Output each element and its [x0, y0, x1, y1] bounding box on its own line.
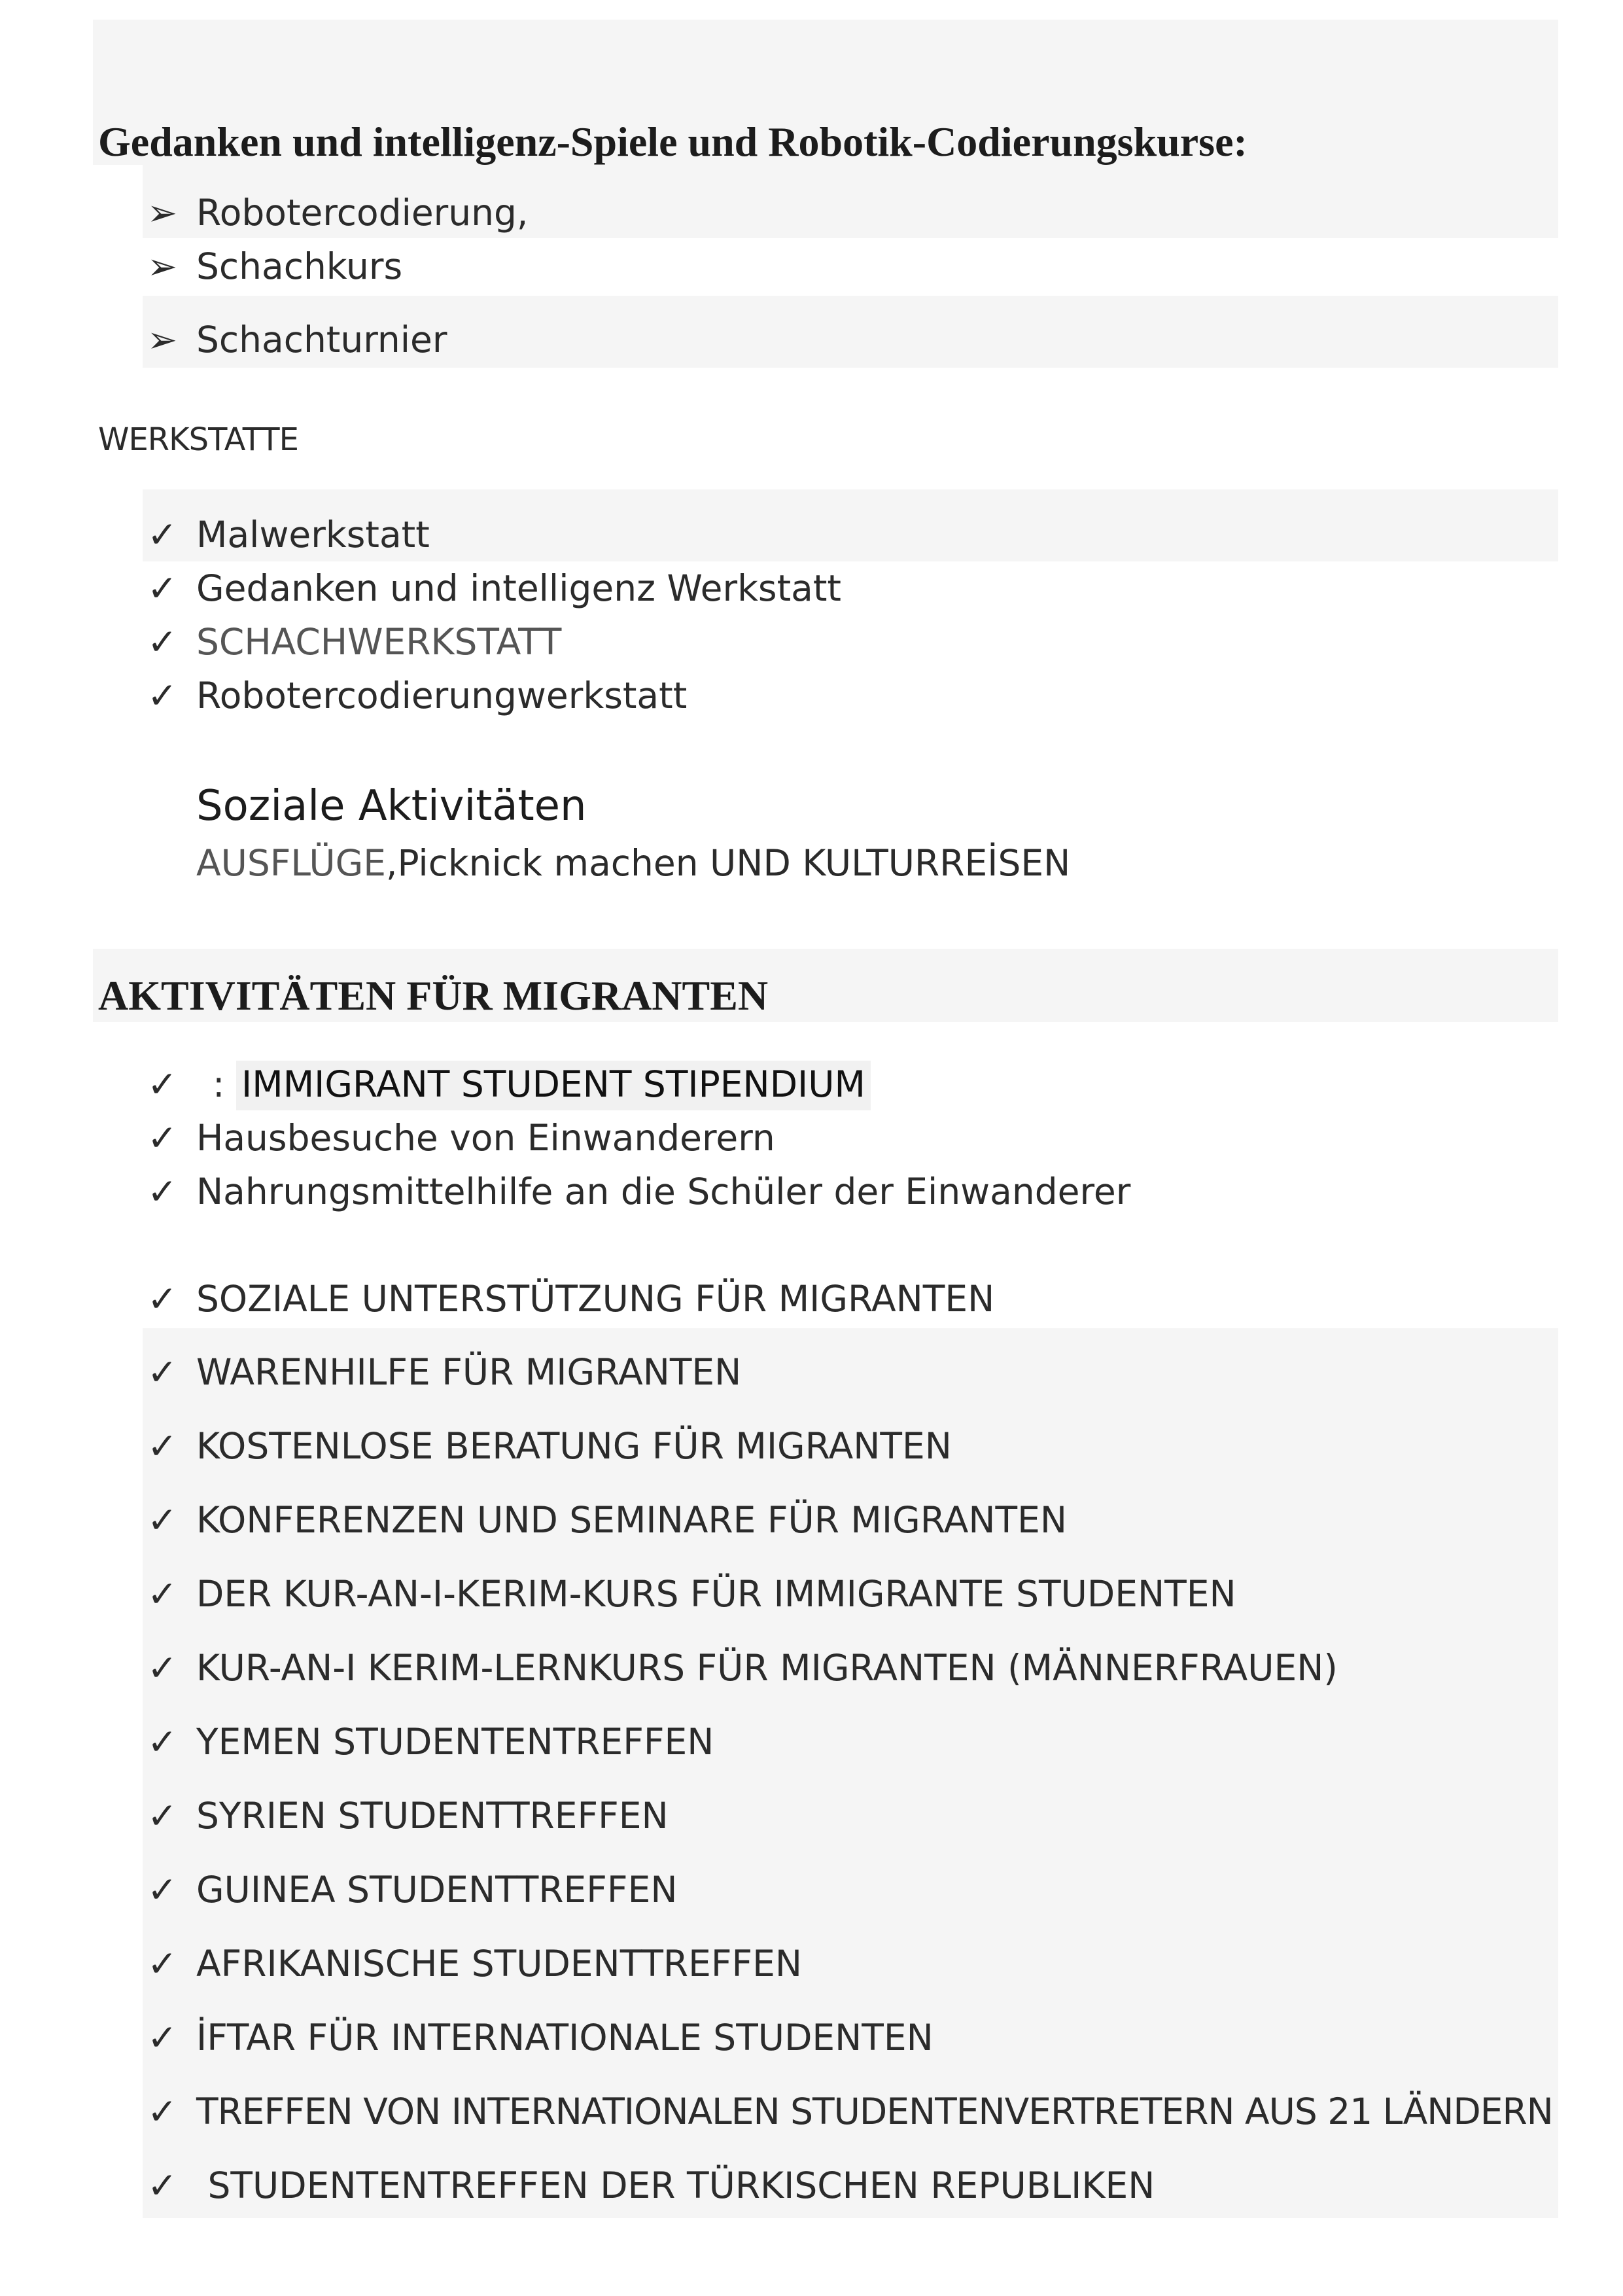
check-mark-icon: ✓	[147, 1943, 178, 1985]
section-heading: Gedanken und intelligenz-Spiele und Robotik-Codierungskurse:	[98, 118, 1248, 165]
check-mark-icon: ✓	[147, 1499, 178, 1541]
check-mark-icon: ✓	[147, 621, 178, 663]
check-mark-icon: ✓	[147, 2164, 178, 2206]
check-mark-icon: ✓	[147, 1869, 178, 1911]
check-mark-icon: ✓	[147, 1573, 178, 1615]
section-heading: WERKSTATTE	[98, 421, 298, 458]
check-mark-icon: ✓	[147, 1721, 178, 1763]
arrowhead-bullet-icon: ➢	[147, 245, 178, 287]
section-heading: AKTIVITÄTEN FÜR MIGRANTEN	[98, 972, 769, 1019]
check-mark-icon: ✓	[147, 1647, 178, 1689]
check-mark-icon: ✓	[147, 675, 178, 716]
check-mark-icon: ✓	[147, 1278, 178, 1320]
check-mark-icon: ✓	[147, 2091, 178, 2132]
check-mark-icon: ✓	[147, 514, 178, 556]
highlighted-text: IMMIGRANT STUDENT STIPENDIUM	[236, 1061, 871, 1110]
check-mark-icon: ✓	[147, 1117, 178, 1159]
check-mark-icon: ✓	[147, 1795, 178, 1837]
arrowhead-bullet-icon: ➢	[147, 319, 178, 361]
check-mark-icon: ✓	[147, 2017, 178, 2058]
section-heading: Soziale Aktivitäten	[196, 782, 587, 830]
section-text: AUSFLÜGE,Picknick machen UND KULTURREİSEN	[196, 842, 1071, 884]
check-mark-icon: ✓	[147, 1063, 178, 1105]
check-mark-icon: ✓	[147, 567, 178, 609]
arrowhead-bullet-icon: ➢	[147, 192, 178, 234]
check-mark-icon: ✓	[147, 1171, 178, 1212]
check-mark-icon: ✓	[147, 1425, 178, 1467]
check-mark-icon: ✓	[147, 1351, 178, 1393]
